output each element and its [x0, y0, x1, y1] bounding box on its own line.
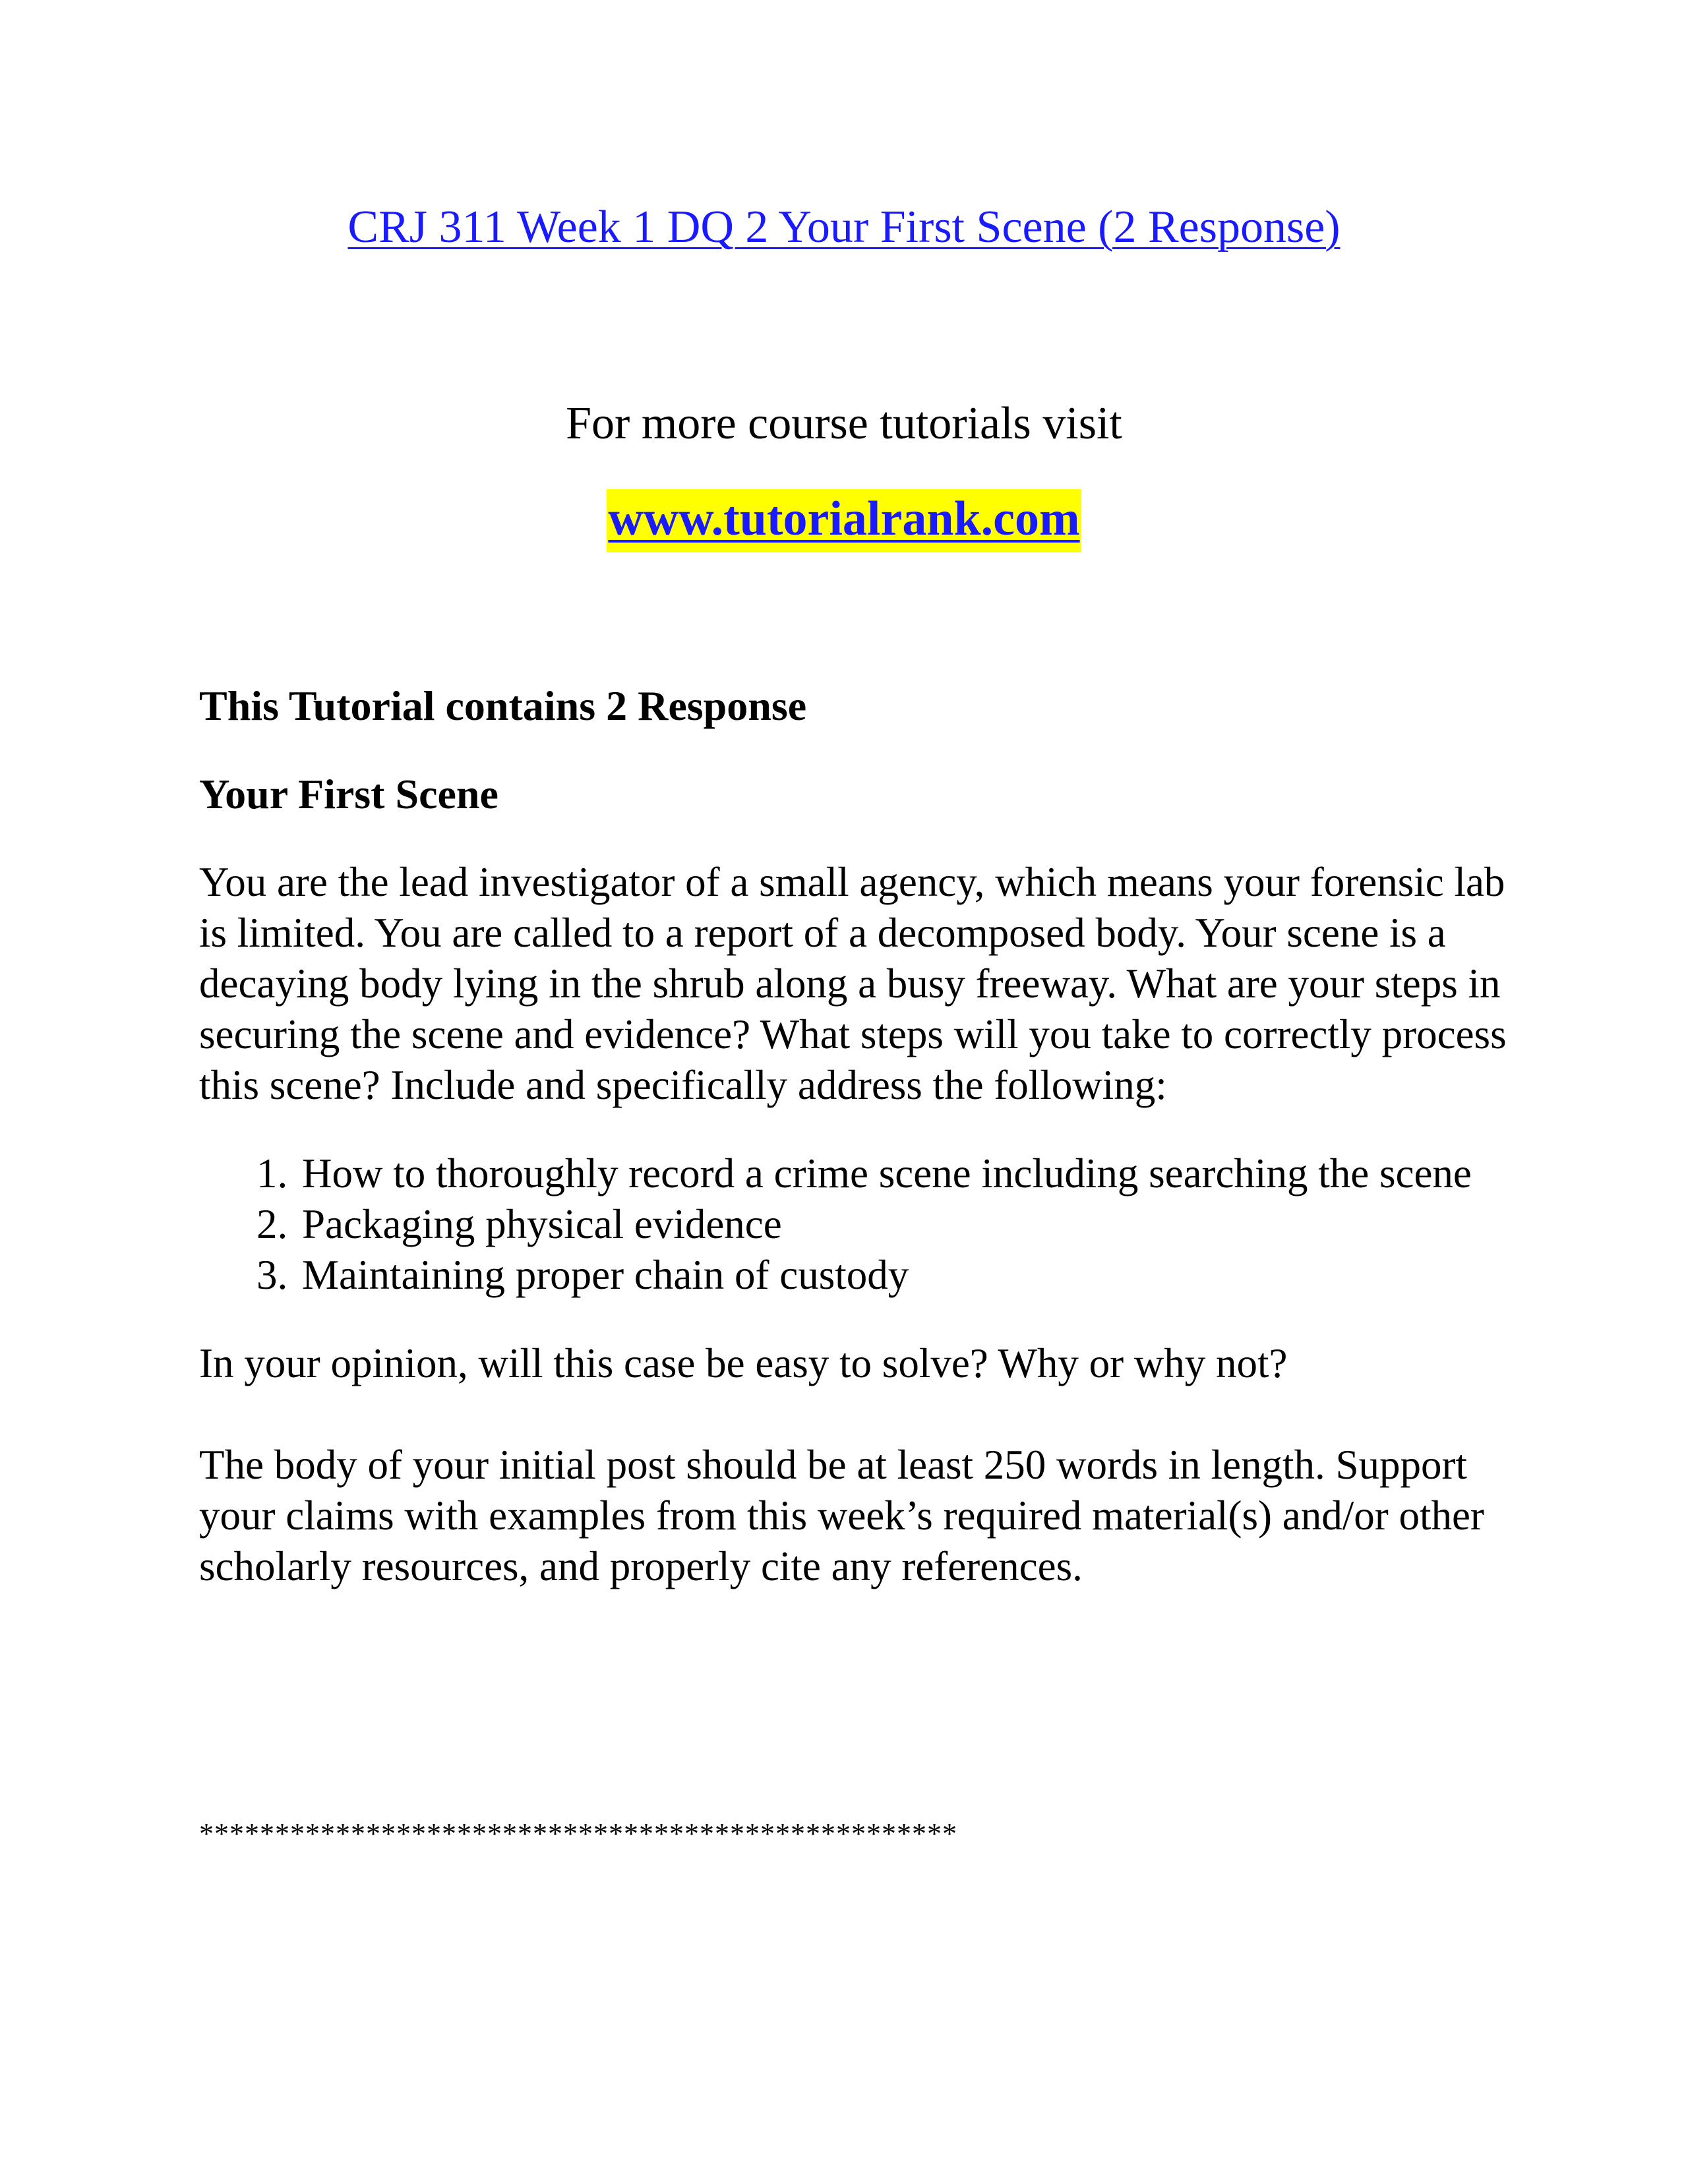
steps-list: [199, 1148, 1518, 1301]
scene-heading: Your First Scene: [199, 771, 498, 817]
scenario-paragraph: You are the lead investigator of a small agency, which means your forensic lab is limited. You are called to a report of a decomposed body. Your scene is a decaying body lying in the shrub along a busy freeway. What are your steps in securing the scene and evidence? What steps will you take to correctly process this scene? Include and specifically address the following:: [199, 859, 1507, 1108]
title-link[interactable]: CRJ 311 Week 1 DQ 2 Your First Scene (2 Response): [347, 202, 1341, 252]
opinion-question: In your opinion, will this case be easy to solve? Why or why not?: [199, 1340, 1288, 1386]
separator-line: **************************************************: [199, 1817, 957, 1850]
list-item: 1. How to thoroughly record a crime scene including searching the scene: [298, 1148, 1518, 1199]
title-heading: [0, 198, 1688, 257]
list-item: 2. Packaging physical evidence: [298, 1199, 1518, 1250]
tutorial-body: [199, 680, 1518, 1592]
requirements-paragraph: The body of your initial post should be at least 250 words in length. Support your claims with examples from this week’s required material(s) and/or other scholarly resources, and properly cite any references.: [199, 1442, 1484, 1589]
website-line: [0, 489, 1688, 548]
website-link[interactable]: www.tutorialrank.com: [607, 489, 1081, 552]
visit-text: For more course tutorials visit: [566, 398, 1122, 449]
tutorial-heading: This Tutorial contains 2 Response: [199, 682, 807, 729]
list-item: 3. Maintaining proper chain of custody: [298, 1250, 1518, 1301]
